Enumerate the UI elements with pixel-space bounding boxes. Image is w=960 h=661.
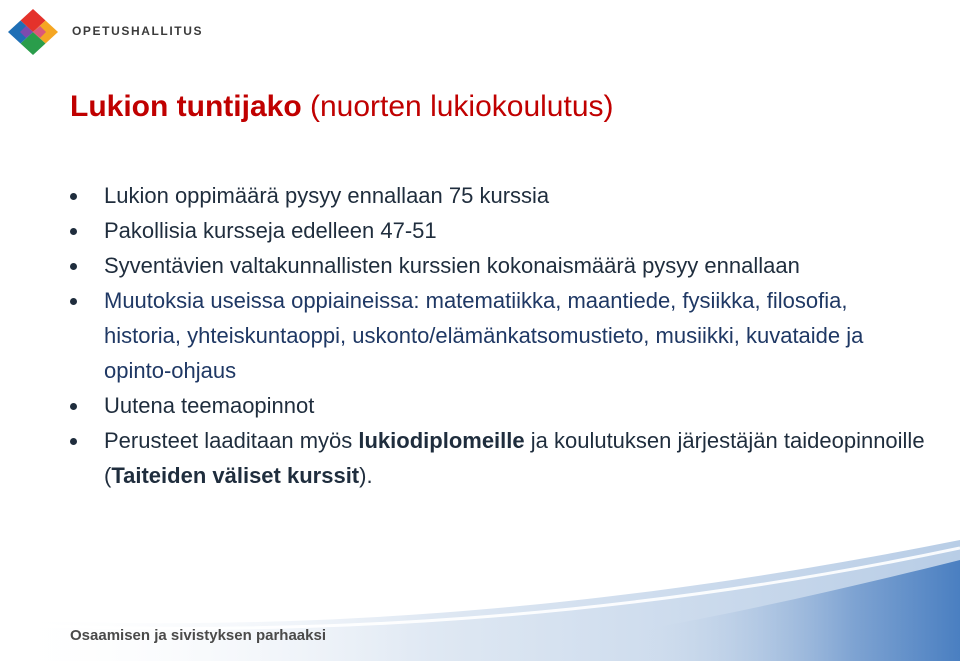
bullet-bold-text: Taiteiden väliset kurssit — [111, 463, 360, 488]
bullet-text: Pakollisia kursseja edelleen 47-51 — [104, 218, 437, 243]
bullet-item — [70, 388, 930, 423]
footer-slogan: Osaamisen ja sivistyksen parhaaksi — [70, 627, 326, 644]
slide-title — [70, 90, 614, 124]
brand-name: OPETUSHALLITUS — [72, 24, 204, 38]
bullet-dot-icon — [70, 438, 77, 445]
bullet-text: Lukion oppimäärä pysyy ennallaan 75 kurssia — [104, 183, 550, 208]
bullet-text: Uutena teemaopinnot — [104, 393, 315, 418]
bullet-text: Syventävien valtakunnallisten kurssien kokonaismäärä pysyy ennallaan — [104, 253, 800, 278]
opetushallitus-logo-icon — [6, 7, 60, 57]
bullet-item — [70, 283, 930, 388]
bullet-item — [70, 178, 930, 213]
bullet-dot-icon — [70, 298, 77, 305]
bullet-text: Muutoksia useissa oppiaineissa: matematiikka, maantiede, fysiikka, filosofia, historia, yhteiskuntaoppi, uskonto/elämänkatsomustieto, musiikki, kuvataide ja opinto-ohjaus — [104, 288, 864, 383]
bullet-bold-text: lukiodiplomeille — [358, 428, 525, 453]
bullet-dot-icon — [70, 193, 77, 200]
bullet-text: ja koulutuksen järjestäjän taideopinnoille ( — [104, 428, 925, 488]
bullet-item — [70, 213, 930, 248]
bullet-dot-icon — [70, 263, 77, 270]
bullet-item — [70, 423, 930, 493]
bullet-dot-icon — [70, 403, 77, 410]
title-subtitle: (nuorten lukiokoulutus) — [301, 90, 614, 123]
bullet-dot-icon — [70, 228, 77, 235]
title-main: Lukion tuntijako — [70, 90, 302, 123]
bullet-item — [70, 248, 930, 283]
bullet-text: Perusteet laaditaan myös — [104, 428, 359, 453]
bullet-list — [70, 178, 930, 493]
bullet-text: ). — [359, 463, 373, 488]
